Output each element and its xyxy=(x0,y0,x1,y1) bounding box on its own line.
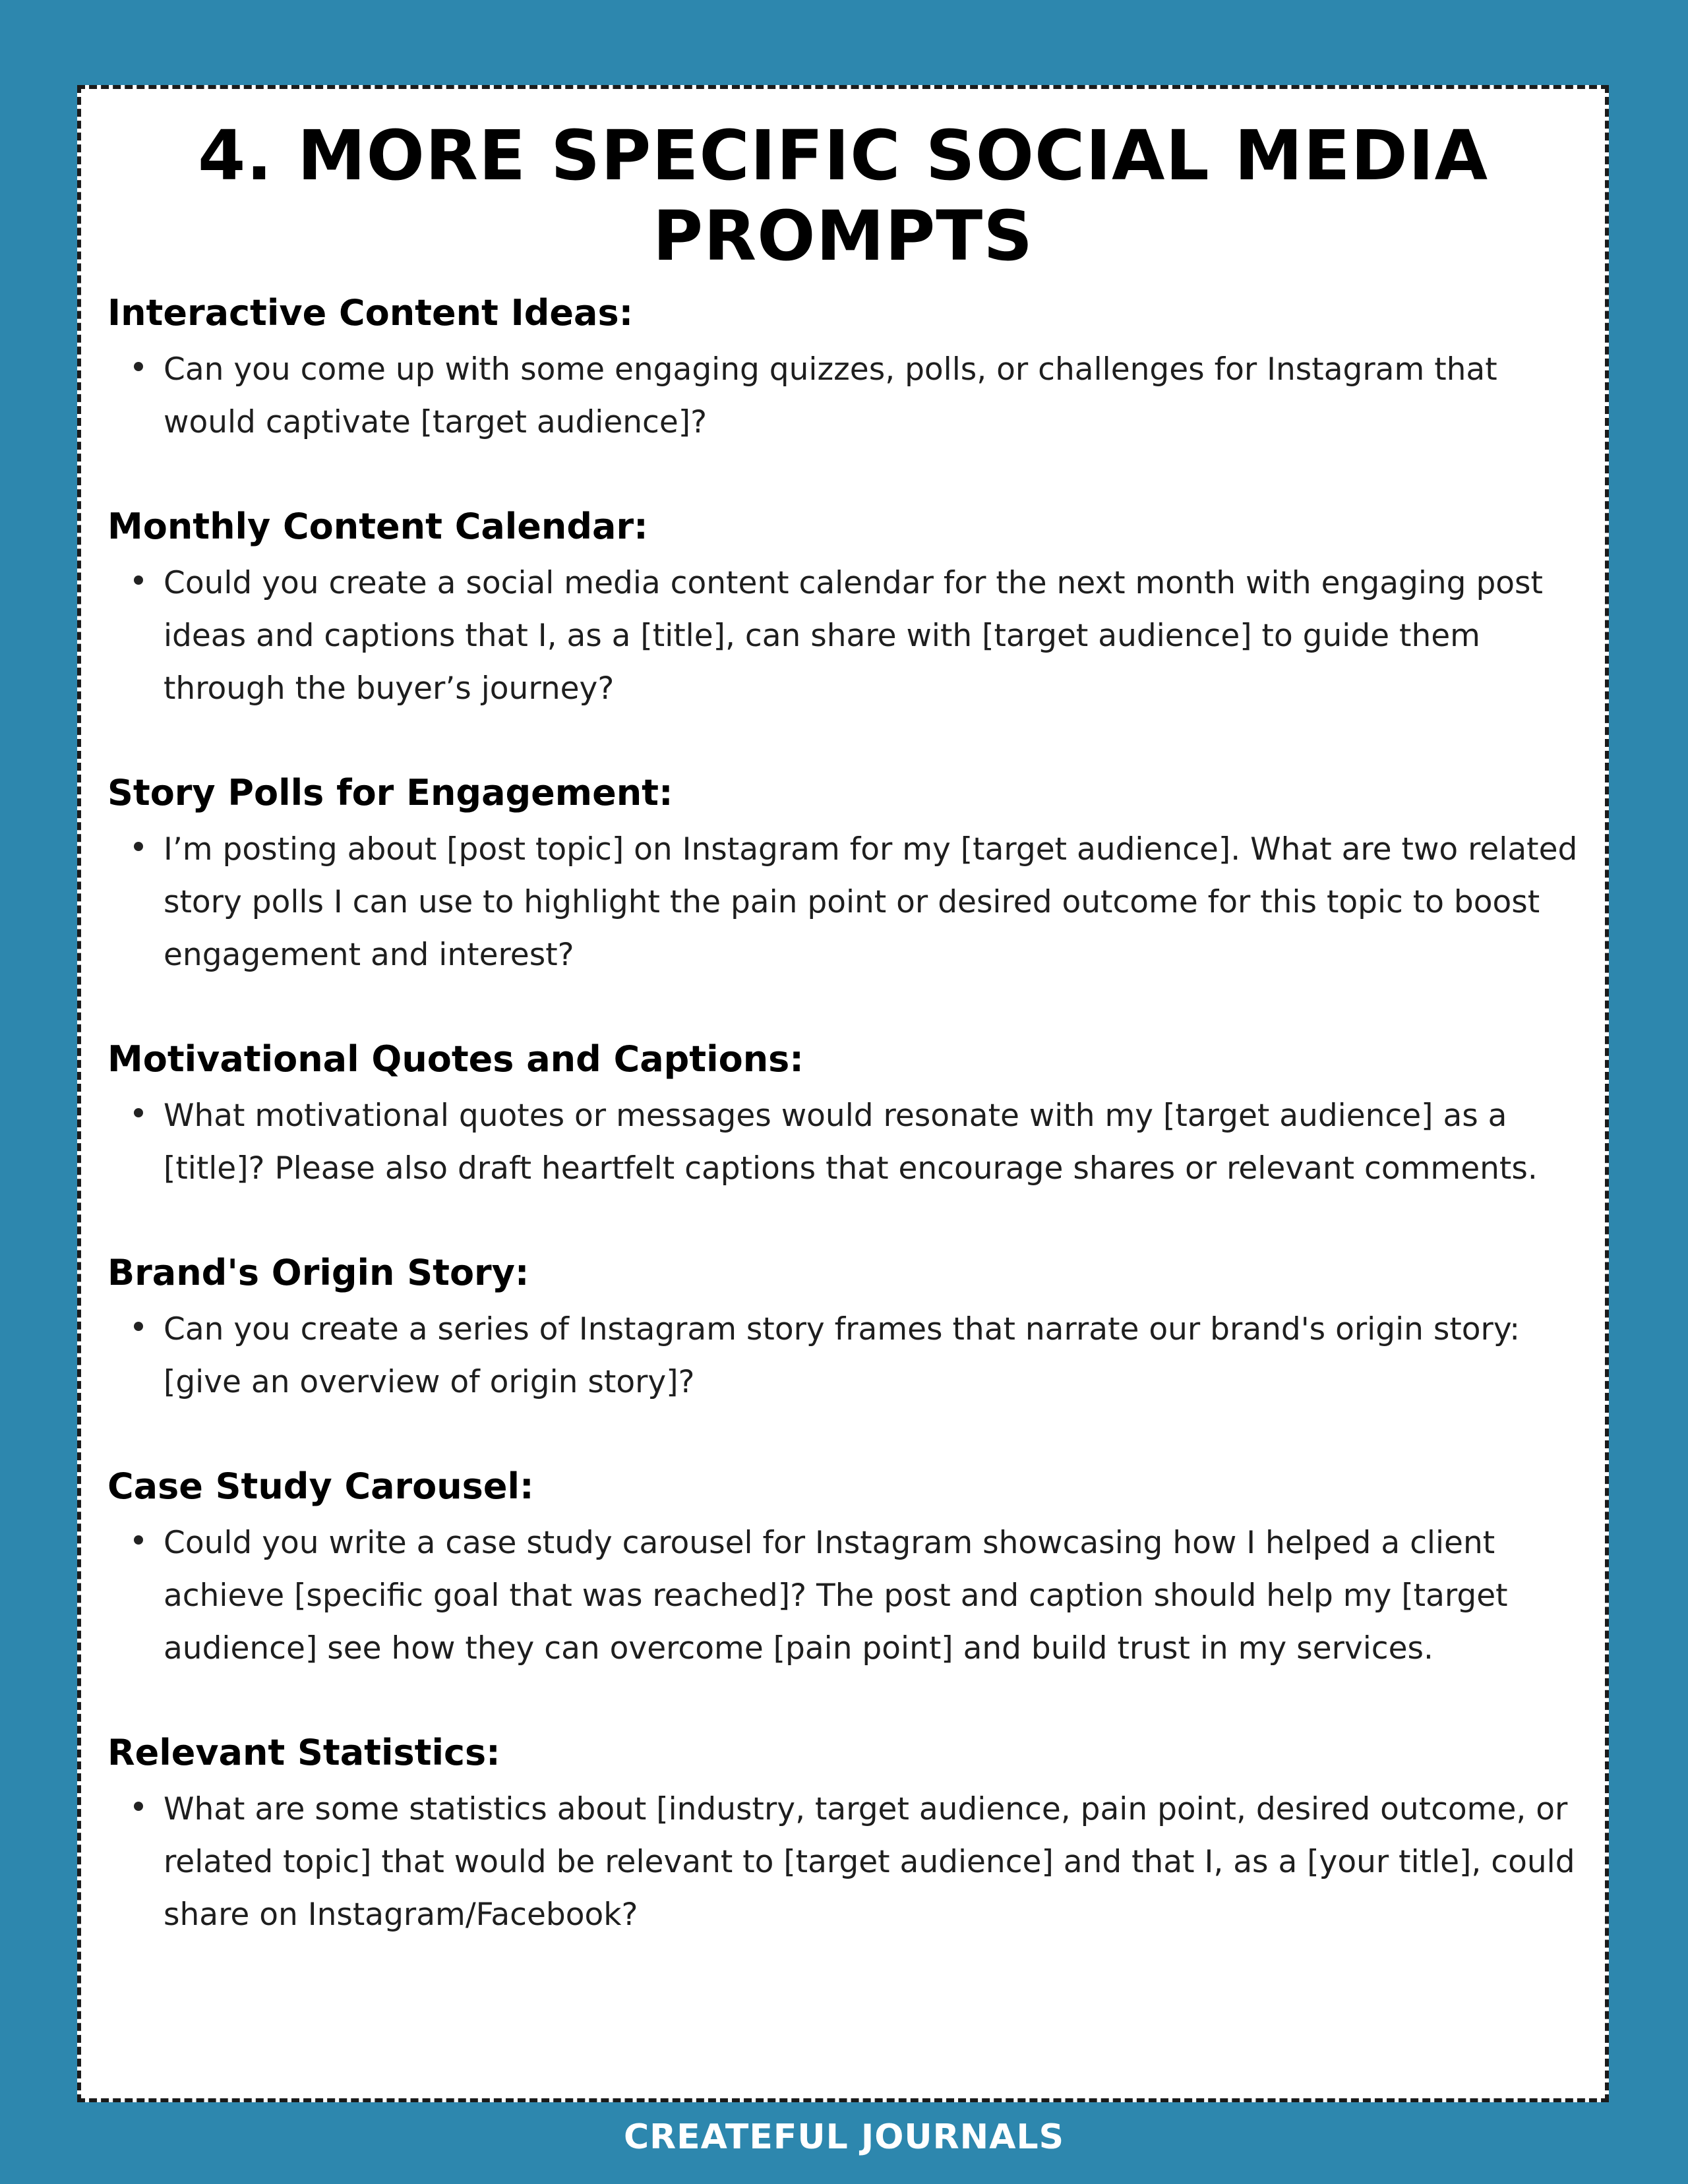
prompt-text: Could you create a social media content calendar for the next month with engaging post ideas and captions that I, as a [title], can share with [target audience] to guide them through the buyer’s journey? xyxy=(164,565,1543,707)
section-heading: Monthly Content Calendar: xyxy=(107,506,648,547)
section-brand-origin-story xyxy=(107,1247,1579,1409)
page-title-line-2: PROMPTS xyxy=(652,196,1034,276)
prompt-text: Can you create a series of Instagram story frames that narrate our brand's origin story: [give an overview of origin story]? xyxy=(164,1311,1521,1400)
list-item xyxy=(107,1090,1579,1195)
prompt-text: I’m posting about [post topic] on Instagram for my [target audience]. What are two related story polls I can use to highlight the pain point or desired outcome for this topic to boost engagement and interest? xyxy=(164,831,1578,973)
section-case-study-carousel xyxy=(107,1460,1579,1675)
list-item xyxy=(107,823,1579,982)
section-monthly-content-calendar xyxy=(107,500,1579,715)
bullet-icon xyxy=(134,1802,143,1811)
list-item xyxy=(107,1303,1579,1409)
section-heading: Brand's Origin Story: xyxy=(107,1252,529,1293)
bullet-icon xyxy=(134,576,143,585)
section-heading: Story Polls for Engagement: xyxy=(107,772,673,813)
prompt-text: Can you come up with some engaging quizzes, polls, or challenges for Instagram that would captivate [target audience]? xyxy=(164,351,1497,440)
page-title-line-1: 4. MORE SPECIFIC SOCIAL MEDIA xyxy=(197,115,1489,196)
section-heading: Motivational Quotes and Captions: xyxy=(107,1038,804,1080)
section-interactive-content-ideas xyxy=(107,287,1579,449)
bullet-icon xyxy=(134,1322,143,1331)
section-relevant-statistics xyxy=(107,1727,1579,1941)
section-motivational-quotes xyxy=(107,1033,1579,1195)
page-title xyxy=(81,115,1605,276)
section-story-polls xyxy=(107,767,1579,982)
section-heading: Interactive Content Ideas: xyxy=(107,292,634,334)
bullet-icon xyxy=(134,842,143,851)
bullet-icon xyxy=(134,1535,143,1545)
bullet-icon xyxy=(134,362,143,371)
section-heading: Case Study Carousel: xyxy=(107,1465,534,1507)
document-card xyxy=(77,85,1609,2102)
prompt-text: What motivational quotes or messages would resonate with my [target audience] as a [title]? Please also draft heartfelt captions that encourage shares or relevant comments. xyxy=(164,1098,1538,1187)
prompt-sections xyxy=(107,287,1579,1993)
list-item xyxy=(107,1517,1579,1675)
list-item xyxy=(107,1783,1579,1941)
prompt-text: Could you write a case study carousel for Instagram showcasing how I helped a client achieve [specific goal that was reached]? The post and caption should help my [target audience] see how they can overcome [pain point] and build trust in my services. xyxy=(164,1525,1508,1667)
list-item xyxy=(107,557,1579,715)
footer-brand: CREATEFUL JOURNALS xyxy=(623,2117,1065,2157)
bullet-icon xyxy=(134,1108,143,1117)
prompt-text: What are some statistics about [industry, target audience, pain point, desired outcome, or related topic] that would be relevant to [target audience] and that I, as a [your title], could share on Instagram/Facebook? xyxy=(164,1791,1575,1933)
list-item xyxy=(107,343,1579,449)
section-heading: Relevant Statistics: xyxy=(107,1732,500,1773)
